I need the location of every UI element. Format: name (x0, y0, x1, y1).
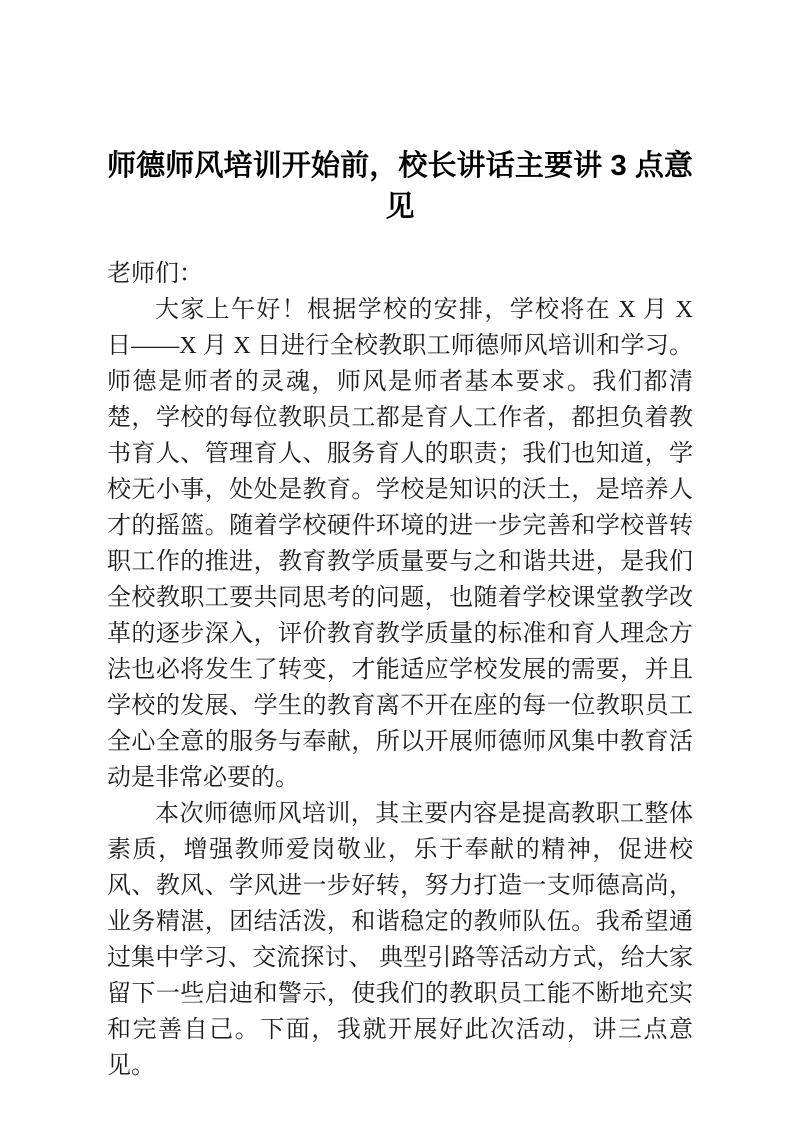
body-paragraph-2: 本次师德师风培训，其主要内容是提高教职工整体素质，增强教师爱岗敬业，乐于奉献的精神，促进校风、教风、学风进一步好转，努力打造一支师德高尚，业务精湛，团结活泼，和谐稳定的教师队伍。我希望通过集中学习、交流探讨、 典型引路等活动方式，给大家留下一些启迪和警示，使我们的教职员工能不断地充实和完善自己。下面，我就开展好此次活动，讲三点意见。 (107, 801, 693, 1079)
page-title: 师德师风培训开始前，校长讲话主要讲 3 点意见 (107, 150, 693, 223)
document-body (107, 256, 699, 1084)
salutation-paragraph: 老师们： (107, 261, 203, 287)
body-paragraph-1: 大家上午好！根据学校的安排，学校将在 X 月 X 日——X 月 X 日进行全校教职工师德师风培训和学习。师德是师者的灵魂，师风是师者基本要求。我们都清楚，学校的每位教职员工都是育人工作者，都担负着教书育人、管理育人、服务育人的职责；我们也知道，学校无小事，处处是教育。学校是知识的沃土，是培养人才的摇篮。随着学校硬件环境的进一步完善和学校普转职工作的推进，教育教学质量要与之和谐共进，是我们全校教职工要共同思考的问题，也随着学校课堂教学改革的逐步深入，评价教育教学质量的标准和育人理念方法也必将发生了转变，才能适应学校发展的需要，并且学校的发展、学生的教育离不开在座的每一位教职员工全心全意的服务与奉献，所以开展师德师风集中教育活动是非常必要的。 (107, 297, 699, 791)
